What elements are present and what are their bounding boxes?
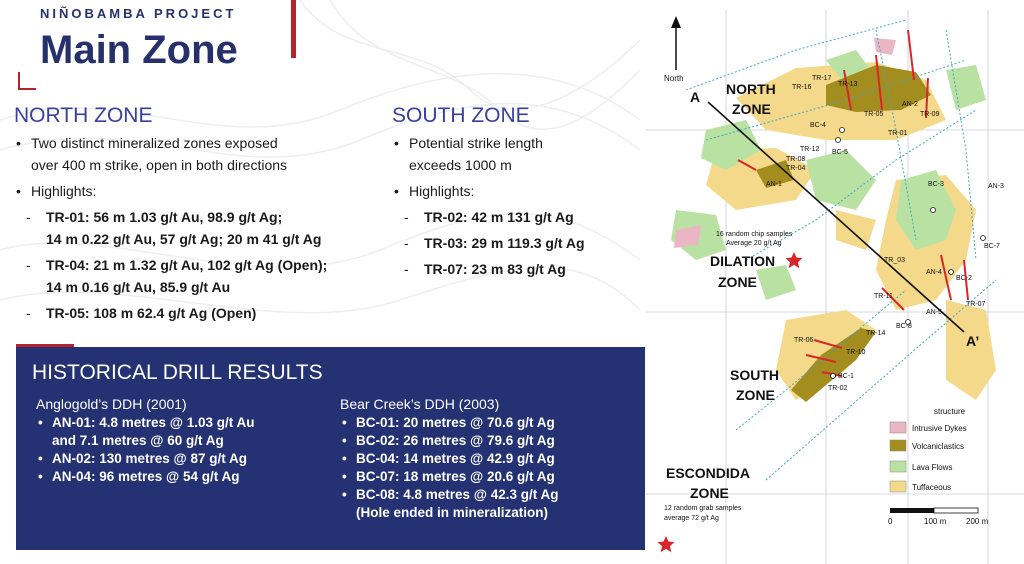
label-bc1: BC-1 xyxy=(838,373,854,380)
label-bc4: BC-4 xyxy=(810,122,826,129)
bullet-text: Two distinct mineralized zones exposed xyxy=(31,135,278,151)
drill-text: BC-02: 26 metres @ 79.6 g/t Ag xyxy=(356,433,555,448)
south-zone-map-label: SOUTH xyxy=(730,367,779,383)
label-an5: AN-5 xyxy=(926,309,942,316)
label-bc7: BC-7 xyxy=(984,243,1000,250)
north-label: North xyxy=(664,74,684,83)
drill-text: AN-04: 96 metres @ 54 g/t Ag xyxy=(52,469,240,484)
south-zone-heading: SOUTH ZONE xyxy=(392,104,530,127)
legend-label-lava: Lava Flows xyxy=(912,463,953,472)
highlight-text: TR-07: 23 m 83 g/t Ag xyxy=(424,261,566,277)
drill-item xyxy=(36,468,336,486)
highlight-item xyxy=(14,302,394,324)
label-tr09: TR-09 xyxy=(920,111,940,118)
label-an3: AN-3 xyxy=(988,183,1004,190)
legend-label-volcaniclastics: Volcaniclastics xyxy=(912,442,965,451)
label-an4: AN-4 xyxy=(926,269,942,276)
escondida-zone-map-label: ESCONDIDA xyxy=(666,465,751,481)
bearcreek-column xyxy=(340,395,640,522)
legend-swatch-volcaniclastics xyxy=(890,440,906,451)
scale-end: 200 m xyxy=(966,517,989,526)
label-tr06: TR-06 xyxy=(794,337,814,344)
south-zone-bullet xyxy=(392,180,642,202)
drill-item xyxy=(340,486,640,504)
label-tr02: TR-02 xyxy=(828,385,848,392)
bearcreek-heading: Bear Creek’s DDH (2003) xyxy=(340,396,500,412)
label-an2: AN-2 xyxy=(902,101,918,108)
label-tr11: TR-11 xyxy=(874,293,893,300)
drill-item-cont xyxy=(340,504,640,522)
grab-sample-note: average 72 g/t Ag xyxy=(664,515,719,522)
label-tr07: TR-07 xyxy=(966,301,986,308)
label-an1: AN-1 xyxy=(766,181,782,188)
drill-text: BC-01: 20 metres @ 70.6 g/t Ag xyxy=(356,415,555,430)
drill-item xyxy=(36,450,336,468)
grab-sample-note: 12 random grab samples xyxy=(664,505,742,512)
south-zone-bullets xyxy=(392,132,642,280)
highlight-text: 14 m 0.22 g/t Au, 57 g/t Ag; 20 m 41 g/t Ag xyxy=(46,231,322,247)
highlight-text: 14 m 0.16 g/t Au, 85.9 g/t Au xyxy=(46,279,231,295)
highlight-item xyxy=(392,232,642,254)
highlight-text: TR-02: 42 m 131 g/t Ag xyxy=(424,209,574,225)
bullet-text: Highlights: xyxy=(409,183,475,199)
legend-swatch-dykes xyxy=(890,422,906,433)
drill-item xyxy=(340,414,640,432)
label-bc3: BC-3 xyxy=(928,181,944,188)
anglogold-heading: Anglogold’s DDH (2001) xyxy=(36,396,187,412)
chip-sample-note: Average 20 g/t Ag xyxy=(726,240,782,247)
anglogold-column xyxy=(36,395,336,486)
scale-mid: 100 m xyxy=(924,517,947,526)
label-tr03: TR_03 xyxy=(884,257,906,264)
highlight-item xyxy=(392,258,642,280)
label-tr05: TR-05 xyxy=(864,111,884,118)
bullet-text: exceeds 1000 m xyxy=(409,157,512,173)
legend-title: structure xyxy=(934,407,966,416)
highlight-text: TR-05: 108 m 62.4 g/t Ag (Open) xyxy=(46,305,257,321)
drill-text: BC-08: 4.8 metres @ 42.3 g/t Ag xyxy=(356,487,559,502)
label-tr16: TR-16 xyxy=(792,84,812,91)
drill-text: and 7.1 metres @ 60 g/t Ag xyxy=(52,433,224,448)
drill-text: BC-04: 14 metres @ 42.9 g/t Ag xyxy=(356,451,555,466)
page-title: Main Zone xyxy=(40,28,238,72)
bullet-text: Potential strike length xyxy=(409,135,543,151)
drill-results-title: HISTORICAL DRILL RESULTS xyxy=(32,361,323,384)
north-zone-bullets xyxy=(14,132,394,324)
label-tr12: TR-12 xyxy=(800,146,820,153)
chip-sample-note: 16 random chip samples xyxy=(716,231,793,238)
header-red-bar xyxy=(291,0,296,58)
north-zone-map-label: ZONE xyxy=(732,101,771,117)
label-bc2: BC-2 xyxy=(956,275,972,282)
drill-item xyxy=(340,450,640,468)
bullet-text: Highlights: xyxy=(31,183,97,199)
legend-label-dykes: Intrusive Dykes xyxy=(912,424,967,433)
north-zone-bullet xyxy=(14,132,394,176)
label-tr04: TR-04 xyxy=(786,165,806,172)
label-bc5: BC-5 xyxy=(832,149,848,156)
north-zone-heading: NORTH ZONE xyxy=(14,104,153,127)
drill-text: (Hole ended in mineralization) xyxy=(356,505,549,520)
drill-item-cont xyxy=(36,432,336,450)
north-zone-map-label: NORTH xyxy=(726,81,776,97)
highlight-text: TR-01: 56 m 1.03 g/t Au, 98.9 g/t Ag; xyxy=(46,209,283,225)
section-a-label: A xyxy=(690,89,701,105)
label-tr10: TR-10 xyxy=(846,349,866,356)
legend-label-tuffaceous: Tuffaceous xyxy=(912,483,952,492)
highlight-item xyxy=(392,206,642,228)
drill-text: AN-02: 130 metres @ 87 g/t Ag xyxy=(52,451,247,466)
geology-map xyxy=(646,10,1024,564)
corner-bracket-mark xyxy=(18,72,36,90)
label-tr08: TR-08 xyxy=(786,156,806,163)
drill-item xyxy=(340,468,640,486)
label-tr14: TR-14 xyxy=(866,330,886,337)
label-tr01: TR-01 xyxy=(888,130,908,137)
drill-text: AN-01: 4.8 metres @ 1.03 g/t Au xyxy=(52,415,255,430)
north-zone-bullet xyxy=(14,180,394,202)
dilation-zone-map-label: ZONE xyxy=(718,274,757,290)
drill-text: BC-07: 18 metres @ 20.6 g/t Ag xyxy=(356,469,555,484)
highlight-text: TR-04: 21 m 1.32 g/t Au, 102 g/t Ag (Open); xyxy=(46,257,328,273)
section-a-prime-label: A’ xyxy=(966,333,980,349)
south-zone-map-label: ZONE xyxy=(736,387,775,403)
drill-item xyxy=(340,432,640,450)
legend-swatch-lava xyxy=(890,461,906,472)
dilation-zone-map-label: DILATION xyxy=(710,253,776,269)
bullet-text: over 400 m strike, open in both directions xyxy=(31,157,288,173)
scale-zero: 0 xyxy=(888,517,893,526)
label-bc8: BC-8 xyxy=(896,323,912,330)
legend-swatch-tuffaceous xyxy=(890,481,906,492)
drill-results-panel xyxy=(16,347,645,550)
label-tr17: TR-17 xyxy=(812,75,832,82)
drill-item xyxy=(36,414,336,432)
south-zone-bullet xyxy=(392,132,642,176)
highlight-item xyxy=(14,206,394,250)
highlight-text: TR-03: 29 m 119.3 g/t Ag xyxy=(424,235,585,251)
escondida-zone-map-label: ZONE xyxy=(690,485,729,501)
label-tr13: TR-13 xyxy=(838,81,858,88)
highlight-item xyxy=(14,254,394,298)
project-label: NIÑOBAMBA PROJECT xyxy=(40,6,237,21)
